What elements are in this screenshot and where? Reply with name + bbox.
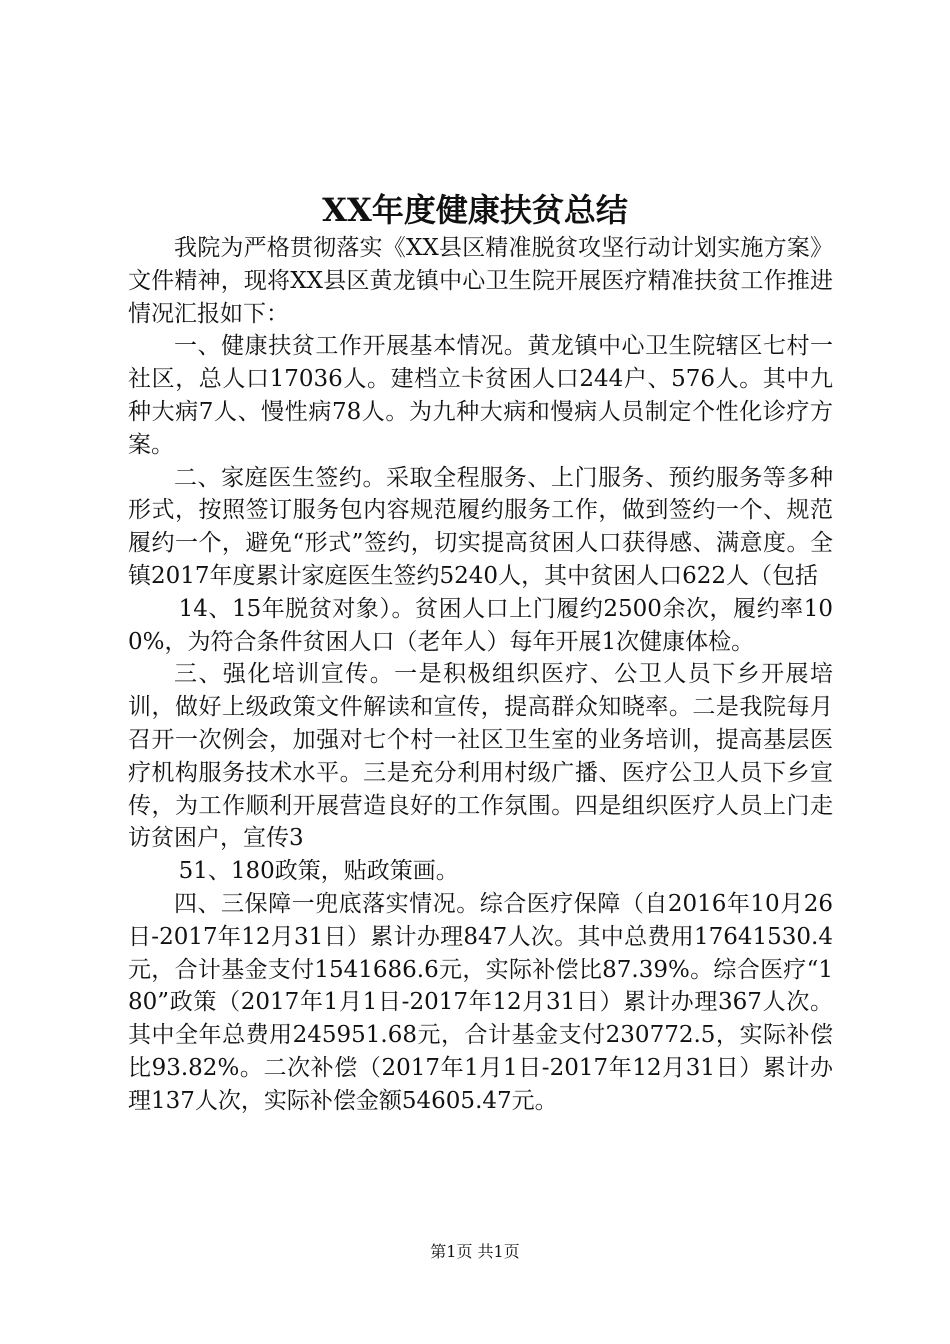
page-number: 第1页 共1页 [430,1242,520,1261]
paragraph-section-2: 二、家庭医生签约。采取全程服务、上门服务、预约服务等多种形式，按照签订服务包内容规范履约服务工作，做到签约一个、规范履约一个，避免“形式”签约，切实提高贫困人口获得感、满意度。全镇2017年度累计家庭医生签约5240人，其中贫困人口622人（包括 [128,464,833,589]
paragraph-intro: 我院为严格贯彻落实《XX县区精准脱贫攻坚行动计划实施方案》文件精神，现将XX县区黄龙镇中心卫生院开展医疗精准扶贫工作推进情况汇报如下： [128,235,833,327]
paragraph-section-2-continued: 14、15年脱贫对象）。贫困人口上门履约2500余次，履约率100%，为符合条件贫困人口（老年人）每年开展1次健康体检。 [128,595,833,655]
paragraph-section-3-continued: 51、180政策，贴政策画。 [178,858,459,885]
paragraph-section-3: 三、强化培训宣传。一是积极组织医疗、公卫人员下乡开展培训，做好上级政策文件解读和宣传，提高群众知晓率。二是我院每月召开一次例会，加强对七个村一社区卫生室的业务培训，提高基层医疗机构服务技术水平。三是充分利用村级广播、医疗公卫人员下乡宣传，为工作顺利开展营造良好的工作氛围。四是组织医疗人员上门走访贫困户，宣传3 [128,661,833,852]
paragraph-section-4: 四、三保障一兜底落实情况。综合医疗保障（自2016年10月26日-2017年12月31日）累计办理847人次。其中总费用17641530.4元，合计基金支付1541686.6元，实际补偿比87.39%。综合医疗“180”政策（2017年1月1日-2017年12月31日）累计办理367人次。其中全年总费用245951.68元，合计基金支付230772.5，实际补偿比93.82%。二次补偿（2017年1月1日-2017年12月31日）累计办理137人次，实际补偿金额54605.47元。 [128,890,833,1114]
document-title: XX年度健康扶贫总结 [322,191,628,229]
document-body [128,232,833,1118]
paragraph-section-1: 一、健康扶贫工作开展基本情况。黄龙镇中心卫生院辖区七村一社区，总人口17036人。建档立卡贫困人口244户、576人。其中九种大病7人、慢性病78人。为九种大病和慢病人员制定个性化诊疗方案。 [128,333,833,458]
